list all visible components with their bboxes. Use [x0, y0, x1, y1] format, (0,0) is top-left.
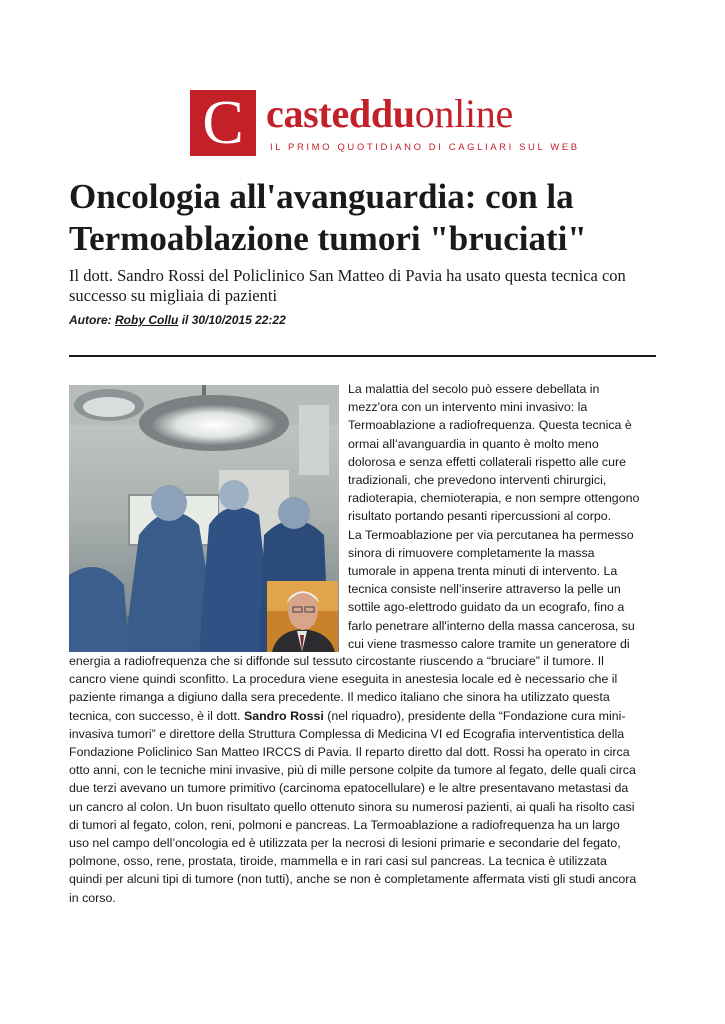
- logo-tagline: IL PRIMO QUOTIDIANO DI CAGLIARI SUL WEB: [270, 142, 580, 153]
- body-text: tecnica, con successo, è il dott.: [69, 708, 244, 723]
- author-link[interactable]: Roby Collu: [115, 313, 179, 327]
- body-line: paziente rimanga a digiuno dalla sera precedente. Il medico italiano che sinora ha utilizzato questa: [69, 690, 610, 705]
- article-subtitle: [69, 266, 669, 306]
- body-line: cui viene trasmesso calore tramite un generatore di: [348, 636, 630, 651]
- body-line: risultato portando pesanti ripercussioni al corpo.: [348, 509, 612, 524]
- body-line: La Termoablazione per via percutanea ha permesso: [348, 527, 634, 542]
- logo-name-light: online: [414, 91, 513, 136]
- body-line: uso nel campo dell’oncologia ed è utilizzata per la necrosi di lesioni primarie e secondarie del fegato,: [69, 836, 621, 851]
- doctor-portrait: [267, 581, 338, 652]
- article-title: [69, 176, 669, 260]
- body-line: sinora di rimuovere completamente la massa: [348, 545, 595, 560]
- body-line: sottile ago-elettrodo guidato da un ecografo, fino a: [348, 600, 625, 615]
- body-line: dolorosa e senza effetti collaterali rispetto alle cure: [348, 454, 627, 469]
- logo-wordmark: [266, 91, 513, 136]
- body-line: energia a radiofrequenza che si diffonde sul tessuto circostante riuscendo a “bruciare” il tumore. Il: [69, 654, 604, 668]
- body-line: tradizionali, che prevedono interventi chirurgici,: [348, 473, 607, 488]
- title-line: Termoablazione tumori "bruciati": [69, 219, 587, 258]
- body-line: due terzi avevano un tumore primitivo (carcinoma epatocellulare) e le altre presentavano metastasi da: [69, 781, 629, 796]
- body-line: [69, 707, 659, 725]
- body-line: cancro viene quindi sconfitto. La procedura viene eseguita in anestesia locale ed è necessario che il: [69, 672, 618, 687]
- logo-mark: C: [190, 90, 256, 156]
- body-line: Termoablazione a radiofrequenza. Questa tecnica è: [348, 418, 632, 433]
- body-line: mezz'ora con un intervento mini invasivo: la: [348, 400, 588, 415]
- byline: [69, 313, 286, 327]
- divider: [69, 355, 656, 357]
- body-line: tecnica consiste nell’inserire attraverso la pelle un: [348, 582, 621, 597]
- title-line: Oncologia all'avanguardia: con la: [69, 177, 574, 216]
- article-body-side: [348, 380, 658, 653]
- subtitle-line: successo su migliaia di pazienti: [69, 286, 278, 305]
- body-line: quindi per alcuni tipi di tumore (non tutti), anche se non è completamente affermata visti gli studi ancora: [69, 872, 637, 887]
- body-line: otto anni, con le tecniche mini invasive, più di mille persone colpite da tumore al fegato, delle quali circa: [69, 763, 636, 778]
- body-line: radioterapia, chemioterapia, e non sempre ottengono: [348, 491, 640, 506]
- article-body-full: [69, 652, 659, 907]
- body-line: di tumori al fegato, colon, reni, polmoni e pancreas. La Termoablazione a radiofrequenza ha un largo: [69, 817, 620, 832]
- body-text: (nel riquadro), presidente della “Fondazione cura mini-: [323, 708, 626, 723]
- body-line: invasiva tumori” e direttore della Struttura Complessa di Medicina VI ed Ecografia interventistica della: [69, 726, 625, 741]
- body-line: polmone, osso, rene, prostata, tiroide, mammella e in rari casi sul pancreas. La tecnica è utilizzata: [69, 854, 607, 869]
- body-line: farlo penetrare all'interno della massa cancerosa, su: [348, 618, 635, 633]
- body-line: in corso.: [69, 890, 116, 905]
- body-line: un cancro al colon. Un buon risultato quello ottenuto sinora su numerosi pazienti, ai quali ha risolto casi: [69, 799, 635, 814]
- byline-prefix: Autore:: [69, 313, 112, 327]
- body-line: ormai all’avanguardia in quanto è molto meno: [348, 436, 599, 451]
- body-line: Fondazione Policlinico San Matteo IRCCS di Pavia. Il reparto diretto dal dott. Rossi ha operato in circa: [69, 745, 630, 760]
- subtitle-line: Il dott. Sandro Rossi del Policlinico San Matteo di Pavia ha usato questa tecnica con: [69, 266, 626, 285]
- body-line: tumorale in appena trenta minuti di intervento. La: [348, 564, 618, 579]
- body-line: La malattia del secolo può essere debellata in: [348, 382, 600, 396]
- brand-logo[interactable]: [190, 89, 580, 160]
- logo-name-bold: casteddu: [266, 91, 415, 136]
- byline-date: il 30/10/2015 22:22: [181, 313, 286, 327]
- doctor-name: Sandro Rossi: [243, 708, 324, 723]
